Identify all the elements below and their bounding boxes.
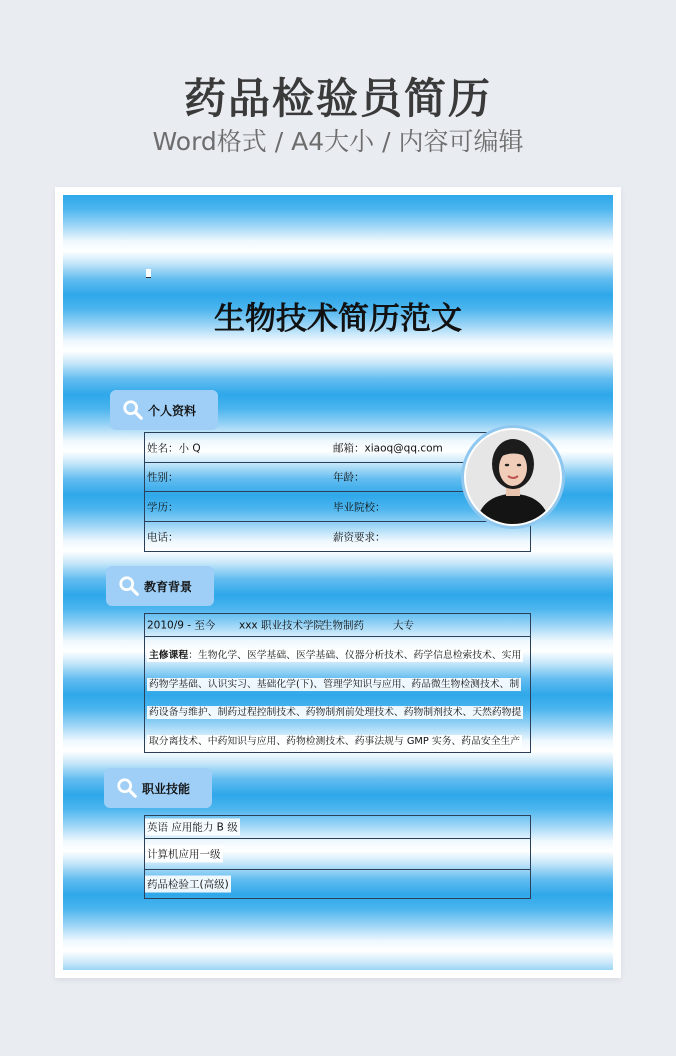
section-title: 个人资料 — [148, 403, 197, 418]
magnifier-icon — [122, 399, 144, 421]
courses-line: ：生物化学、医学基础、医学基础、仪器分析技术、药学信息检索技术、实用 — [188, 650, 522, 661]
school-field: 毕业院校： — [333, 501, 386, 513]
resume-sheet — [63, 195, 613, 970]
resume-paper — [55, 187, 621, 978]
table-row — [145, 522, 530, 551]
education-table — [144, 613, 531, 753]
profile-photo — [461, 425, 565, 529]
section-header-skills — [104, 768, 212, 808]
section-title: 教育背景 — [144, 579, 193, 594]
edu-school: xxx 职业技术学院 — [239, 619, 324, 632]
phone-field: 电话： — [147, 531, 179, 543]
section-header-personal — [110, 390, 218, 430]
table-row — [145, 839, 530, 870]
portrait-icon — [466, 430, 560, 524]
name-field: 姓名：小 Q — [147, 442, 201, 454]
cursor-mark — [146, 269, 151, 278]
salary-field: 薪资要求： — [333, 531, 386, 543]
magnifier-icon — [116, 777, 138, 799]
page-title: 药品检验员简历 — [183, 74, 492, 123]
page-subtitle: Word格式 / A4大小 / 内容可编辑 — [152, 127, 524, 156]
courses-label: 主修课程 — [149, 650, 189, 661]
section-header-education — [106, 566, 214, 606]
age-field: 年龄： — [333, 471, 365, 484]
skills-table — [144, 815, 531, 899]
table-row — [145, 614, 530, 637]
section-title: 职业技能 — [142, 781, 191, 796]
edu-period: 2010/9 - 至今 — [147, 619, 216, 632]
courses-text — [147, 642, 523, 756]
courses-block — [145, 637, 530, 752]
skill-item: 药品检验工(高级) — [145, 876, 231, 893]
gender-field: 性别： — [147, 471, 179, 484]
edu-major: 生物制药 — [322, 619, 364, 632]
table-row — [145, 870, 530, 898]
table-row — [145, 816, 530, 839]
document-title: 生物技术简历范文 — [214, 301, 462, 337]
skill-item: 计算机应用一级 — [145, 846, 223, 863]
email-field: 邮箱：xiaoq@qq.com — [333, 442, 443, 454]
magnifier-icon — [118, 575, 140, 597]
courses-line: 取分离技术、中药知识与应用、药物检测技术、药事法规与 GMP 实务、药品安全生产 — [149, 735, 521, 747]
courses-line: 药设备与维护、制药过程控制技术、药物制剂前处理技术、药物制剂技术、天然药物提 — [149, 707, 522, 718]
skill-item: 英语 应用能力 B 级 — [145, 819, 240, 836]
education-field: 学历： — [147, 501, 179, 513]
courses-line: 药物学基础、认识实习、基础化学(下)、管理学知识与应用、药品微生物检测技术、制 — [149, 678, 520, 690]
edu-degree: 大专 — [393, 619, 414, 632]
